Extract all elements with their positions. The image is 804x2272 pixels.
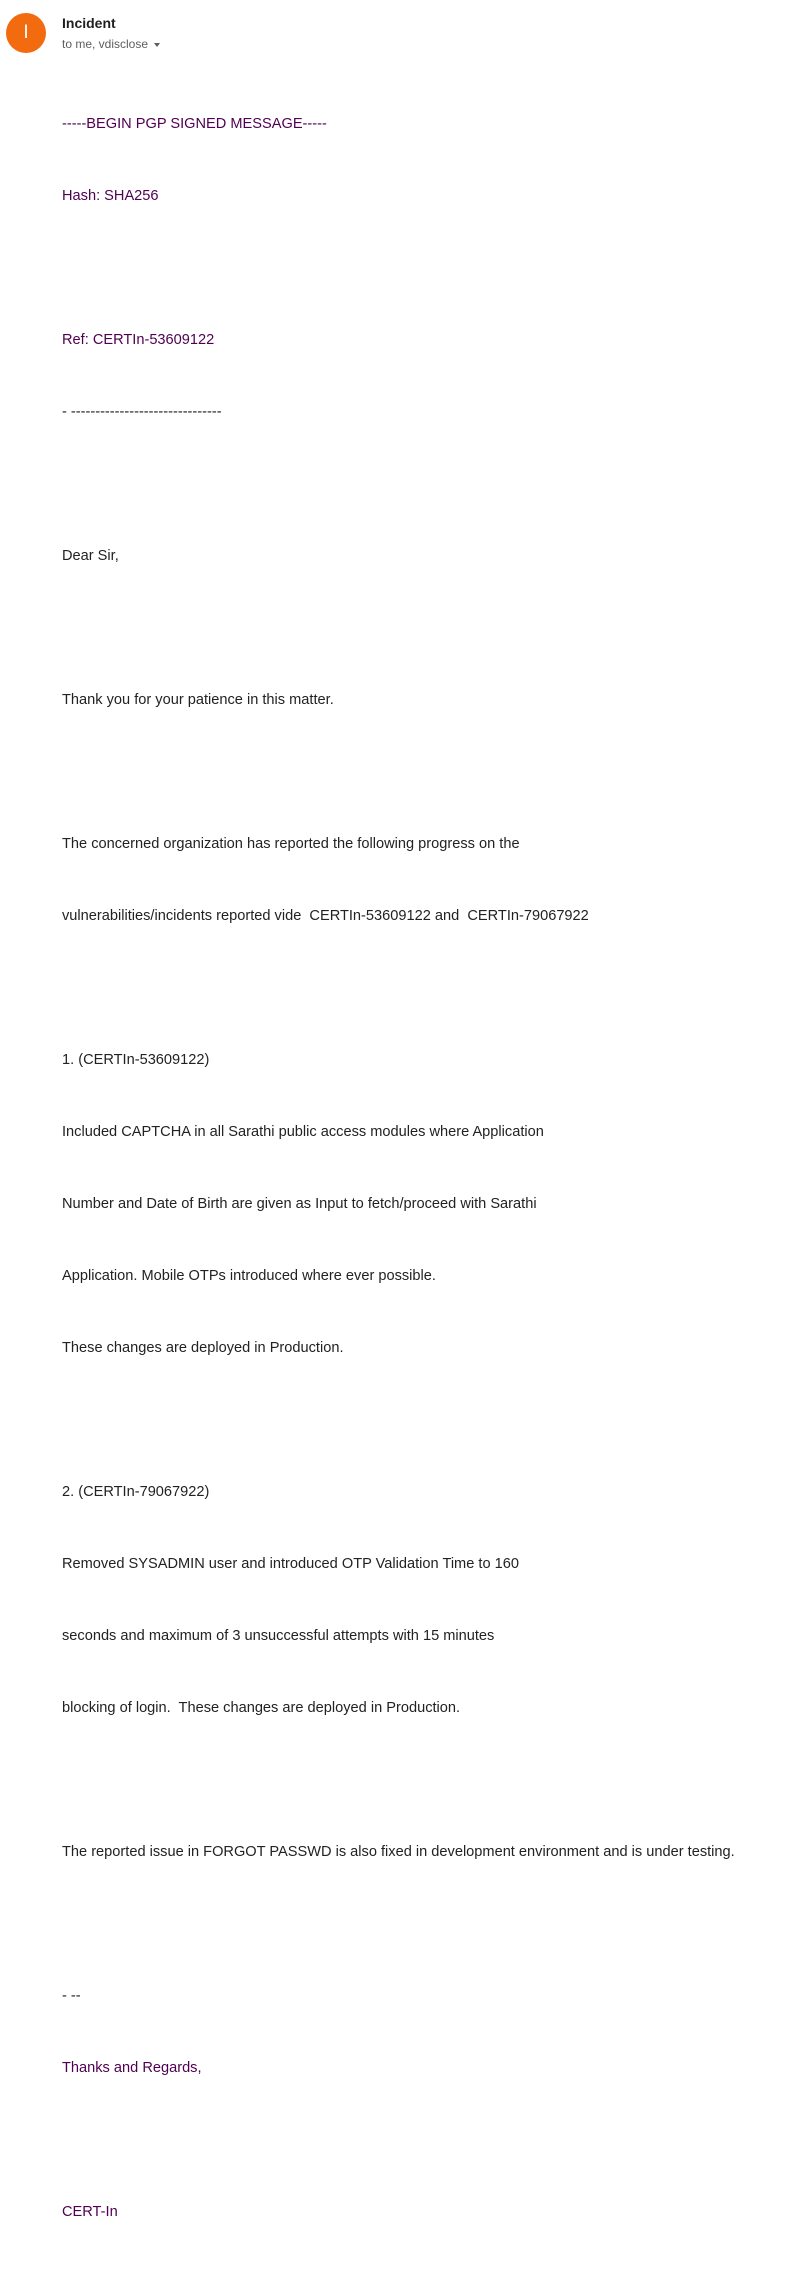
signature-separator: - -- bbox=[62, 1988, 81, 2004]
item2-line: blocking of login. These changes are deployed in Production. bbox=[62, 1700, 461, 1716]
item1-line: Number and Date of Birth are given as Input to fetch/proceed with Sarathi bbox=[62, 1196, 537, 1212]
reference-line: Ref: CERTIn-53609122 bbox=[62, 332, 215, 348]
signature-name: CERT-In bbox=[62, 2204, 118, 2220]
greeting: Dear Sir, bbox=[62, 548, 119, 564]
item2-line: seconds and maximum of 3 unsuccessful attempts with 15 minutes bbox=[62, 1628, 495, 1644]
blank-line bbox=[62, 976, 804, 1000]
blank-line bbox=[62, 1768, 804, 1792]
blank-line bbox=[62, 616, 804, 640]
message-body bbox=[62, 64, 804, 2272]
item1-line: Application. Mobile OTPs introduced where ever possible. bbox=[62, 1268, 436, 1284]
avatar[interactable] bbox=[6, 13, 46, 53]
separator-line: - ------------------------------- bbox=[62, 404, 222, 420]
forgot-passwd-line: The reported issue in FORGOT PASSWD is also fixed in development environment and is under testing. bbox=[62, 1844, 735, 1860]
pgp-hash-line: Hash: SHA256 bbox=[62, 188, 159, 204]
regards-line: Thanks and Regards, bbox=[62, 2060, 202, 2076]
item2-line: Removed SYSADMIN user and introduced OTP Validation Time to 160 bbox=[62, 1556, 519, 1572]
blank-line bbox=[62, 472, 804, 496]
pgp-begin-line: -----BEGIN PGP SIGNED MESSAGE----- bbox=[62, 116, 327, 132]
blank-line bbox=[62, 1408, 804, 1432]
recipients-details-toggle[interactable] bbox=[62, 37, 160, 51]
blank-line bbox=[62, 256, 804, 280]
avatar-letter: I bbox=[23, 22, 29, 43]
blank-line bbox=[62, 2128, 804, 2152]
sender-name[interactable]: Incident bbox=[62, 15, 116, 31]
item1-line: These changes are deployed in Production. bbox=[62, 1340, 344, 1356]
item1-line: Included CAPTCHA in all Sarathi public access modules where Application bbox=[62, 1124, 544, 1140]
progress-line: vulnerabilities/incidents reported vide CERTIn-53609122 and CERTIn-79067922 bbox=[62, 908, 589, 924]
chevron-down-icon[interactable] bbox=[154, 43, 160, 47]
item2-heading: 2. (CERTIn-79067922) bbox=[62, 1484, 210, 1500]
blank-line bbox=[62, 760, 804, 784]
recipients-text: to me, vdisclose bbox=[62, 37, 149, 51]
blank-line bbox=[62, 1912, 804, 1936]
thanks-line: Thank you for your patience in this matter. bbox=[62, 692, 334, 708]
item1-heading: 1. (CERTIn-53609122) bbox=[62, 1052, 210, 1068]
progress-line: The concerned organization has reported the following progress on the bbox=[62, 836, 520, 852]
